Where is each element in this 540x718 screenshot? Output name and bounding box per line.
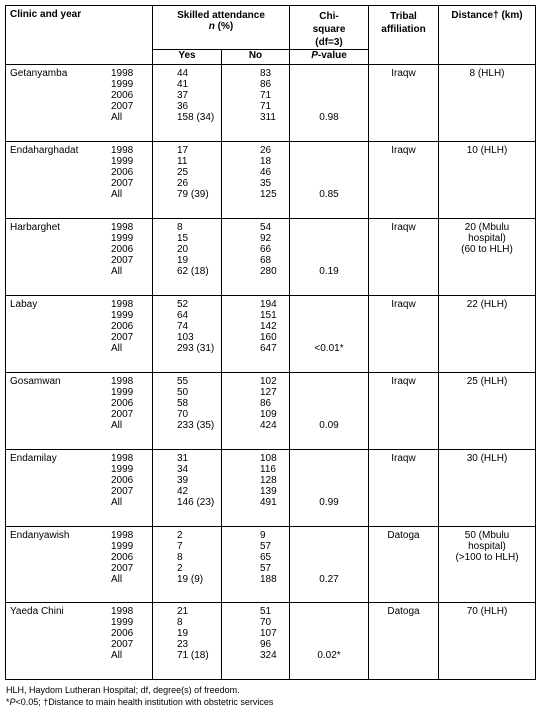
yes-value: 55 <box>177 376 189 387</box>
clinic-name: Endanyawish <box>10 530 70 541</box>
distance-line: 22 (HLH) <box>466 299 508 310</box>
year-label: 2006 <box>111 167 134 178</box>
tribal-affiliation: Iraqw <box>391 376 416 387</box>
header-distance: Distance† (km) <box>439 6 536 65</box>
year-label: All <box>111 343 123 354</box>
no-value: 280 <box>260 266 277 277</box>
year-label: 1998 <box>111 530 134 541</box>
year-label: 2006 <box>111 475 134 486</box>
distance-cell <box>439 450 536 527</box>
yes-value: 50 <box>177 387 189 398</box>
no-value: 125 <box>260 189 277 200</box>
table-row <box>6 527 536 603</box>
yes-cell <box>153 65 222 142</box>
year-label: 2007 <box>111 563 134 574</box>
clinic-cell <box>6 219 153 296</box>
tribal-cell <box>369 527 439 603</box>
year-label: 2007 <box>111 409 134 420</box>
year-label: 1999 <box>111 79 134 90</box>
tribal-affiliation: Iraqw <box>391 453 416 464</box>
yes-cell <box>153 296 222 373</box>
year-label: All <box>111 266 123 277</box>
year-list <box>111 606 133 661</box>
no-value: 57 <box>260 563 272 574</box>
distance-line: 20 (Mbulu <box>464 222 510 233</box>
distance-line: 70 (HLH) <box>466 606 508 617</box>
clinic-cell <box>6 603 153 680</box>
year-label: 1998 <box>111 299 134 310</box>
year-label: 1998 <box>111 376 134 387</box>
year-label: All <box>111 574 123 585</box>
no-cell <box>222 373 290 450</box>
p-value: 0.02* <box>317 650 341 661</box>
yes-cell <box>153 527 222 603</box>
yes-value: 44 <box>177 68 189 79</box>
yes-value: 62 (18) <box>177 266 209 277</box>
clinic-name: Gosamwan <box>10 376 61 387</box>
yes-value: 37 <box>177 90 189 101</box>
year-label: 1999 <box>111 464 134 475</box>
p-value: 0.98 <box>319 112 339 123</box>
year-list <box>111 376 133 431</box>
yes-value: 103 <box>177 332 194 343</box>
yes-value: 8 <box>177 222 183 233</box>
yes-value: 19 <box>177 255 189 266</box>
yes-cell <box>153 373 222 450</box>
no-value: 491 <box>260 497 277 508</box>
no-value: 116 <box>260 464 276 475</box>
year-list <box>111 530 133 585</box>
clinic-name: Labay <box>10 299 38 310</box>
no-value: 128 <box>260 475 277 486</box>
yes-value: 293 (31) <box>177 343 215 354</box>
year-label: 1999 <box>111 387 134 398</box>
no-cell <box>222 142 290 219</box>
footnote-abbreviations: HLH, Haydom Lutheran Hospital; df, degree(s) of freedom. <box>6 685 240 695</box>
tribal-cell <box>369 142 439 219</box>
year-label: 2007 <box>111 639 134 650</box>
distance-line: 50 (Mbulu <box>464 530 510 541</box>
yes-cell <box>153 219 222 296</box>
clinic-cell <box>6 142 153 219</box>
no-cell <box>222 296 290 373</box>
no-value: 18 <box>260 156 272 167</box>
clinic-cell <box>6 373 153 450</box>
yes-value: 19 <box>177 628 189 639</box>
no-value: 92 <box>260 233 272 244</box>
header-p-value: P-value <box>290 50 369 65</box>
year-label: 1998 <box>111 453 134 464</box>
year-label: 2006 <box>111 628 134 639</box>
year-label: 1998 <box>111 68 134 79</box>
year-label: All <box>111 650 123 661</box>
p-value-cell <box>290 373 369 450</box>
distance-line: (60 to HLH) <box>461 244 513 255</box>
year-label: 2007 <box>111 332 134 343</box>
yes-value: 19 (9) <box>177 574 204 585</box>
clinic-name: Endamilay <box>10 453 57 464</box>
tribal-affiliation: Iraqw <box>391 68 416 79</box>
year-list <box>111 68 133 123</box>
distance-line: 10 (HLH) <box>466 145 508 156</box>
no-value: 142 <box>260 321 277 332</box>
table-row <box>6 65 536 142</box>
year-label: All <box>111 112 123 123</box>
year-label: 1999 <box>111 541 134 552</box>
yes-value: 39 <box>177 475 189 486</box>
clinic-name: Harbarghet <box>10 222 61 233</box>
p-value: 0.27 <box>319 574 339 585</box>
year-label: All <box>111 420 123 431</box>
clinic-name: Getanyamba <box>10 68 68 79</box>
yes-value: 7 <box>177 541 183 552</box>
no-value: 194 <box>260 299 277 310</box>
header-skilled-attendance: Skilled attendance n (%) <box>153 6 290 50</box>
yes-value: 34 <box>177 464 189 475</box>
year-list <box>111 222 133 277</box>
no-value: 65 <box>260 552 272 563</box>
clinic-cell <box>6 296 153 373</box>
p-value: 0.09 <box>319 420 339 431</box>
no-value: 51 <box>260 606 272 617</box>
no-cell <box>222 450 290 527</box>
yes-value: 2 <box>177 563 183 574</box>
no-value: 46 <box>260 167 272 178</box>
table-row <box>6 296 536 373</box>
yes-value: 8 <box>177 552 183 563</box>
no-value: 324 <box>260 650 277 661</box>
year-label: 1999 <box>111 156 134 167</box>
year-label: 1999 <box>111 310 134 321</box>
no-value: 109 <box>260 409 277 420</box>
no-value: 9 <box>260 530 266 541</box>
year-label: 1998 <box>111 145 134 156</box>
tribal-cell <box>369 373 439 450</box>
distance-line: 30 (HLH) <box>466 453 508 464</box>
header-chi-square: Chi- square (df=3) <box>290 6 369 50</box>
clinic-name: Yaeda Chini <box>10 606 64 617</box>
year-label: 2007 <box>111 255 134 266</box>
year-label: 2006 <box>111 398 134 409</box>
clinic-cell <box>6 65 153 142</box>
distance-line: 8 (HLH) <box>469 68 505 79</box>
yes-value: 71 (18) <box>177 650 209 661</box>
no-value: 57 <box>260 541 272 552</box>
no-value: 54 <box>260 222 272 233</box>
tribal-affiliation: Iraqw <box>391 299 416 310</box>
year-label: 1998 <box>111 222 134 233</box>
table-row <box>6 450 536 527</box>
no-value: 151 <box>260 310 277 321</box>
clinic-cell <box>6 450 153 527</box>
p-value-cell <box>290 296 369 373</box>
yes-value: 15 <box>177 233 189 244</box>
no-value: 83 <box>260 68 272 79</box>
header-tribal-affiliation: Tribal affiliation <box>369 6 439 65</box>
no-value: 102 <box>260 376 277 387</box>
no-value: 68 <box>260 255 272 266</box>
tribal-cell <box>369 603 439 680</box>
distance-cell <box>439 219 536 296</box>
no-cell <box>222 65 290 142</box>
yes-value: 11 <box>177 156 188 167</box>
year-list <box>111 299 133 354</box>
table-row <box>6 373 536 450</box>
header-no: No <box>222 50 290 65</box>
year-label: All <box>111 497 123 508</box>
no-value: 107 <box>260 628 277 639</box>
no-cell <box>222 527 290 603</box>
yes-value: 158 (34) <box>177 112 215 123</box>
data-table <box>5 5 536 680</box>
no-value: 127 <box>260 387 277 398</box>
year-label: 1998 <box>111 606 134 617</box>
no-value: 311 <box>260 112 276 123</box>
distance-line: hospital) <box>468 233 506 244</box>
tribal-affiliation: Datoga <box>387 530 420 541</box>
year-label: 2007 <box>111 486 134 497</box>
no-value: 96 <box>260 639 272 650</box>
clinic-name: Endaharghadat <box>10 145 79 156</box>
table-row <box>6 142 536 219</box>
yes-value: 25 <box>177 167 189 178</box>
table-row <box>6 219 536 296</box>
year-label: 2007 <box>111 178 134 189</box>
yes-cell <box>153 142 222 219</box>
yes-cell <box>153 450 222 527</box>
yes-value: 41 <box>177 79 189 90</box>
no-value: 86 <box>260 79 272 90</box>
yes-value: 42 <box>177 486 189 497</box>
p-value-cell <box>290 603 369 680</box>
header-yes: Yes <box>153 50 222 65</box>
no-value: 71 <box>260 101 272 112</box>
header-clinic-year: Clinic and year <box>6 6 153 65</box>
p-value: 0.99 <box>319 497 339 508</box>
no-cell <box>222 603 290 680</box>
yes-value: 21 <box>177 606 189 617</box>
yes-value: 17 <box>177 145 189 156</box>
clinic-cell <box>6 527 153 603</box>
yes-value: 36 <box>177 101 189 112</box>
year-label: 2006 <box>111 244 134 255</box>
table-row <box>6 603 536 680</box>
year-label: 2006 <box>111 552 134 563</box>
p-value: 0.85 <box>319 189 339 200</box>
p-value-cell <box>290 219 369 296</box>
distance-cell <box>439 373 536 450</box>
footnotes <box>5 684 535 708</box>
yes-value: 233 (35) <box>177 420 215 431</box>
distance-line: (>100 to HLH) <box>455 552 519 563</box>
yes-value: 79 (39) <box>177 189 209 200</box>
year-label: 1999 <box>111 233 134 244</box>
no-value: 71 <box>260 90 272 101</box>
year-list <box>111 145 133 200</box>
no-value: 26 <box>260 145 272 156</box>
distance-cell <box>439 527 536 603</box>
p-value: 0.19 <box>319 266 339 277</box>
yes-value: 20 <box>177 244 189 255</box>
no-value: 35 <box>260 178 272 189</box>
table-body <box>6 65 536 680</box>
tribal-affiliation: Iraqw <box>391 145 416 156</box>
yes-value: 2 <box>177 530 183 541</box>
p-value: <0.01* <box>314 343 344 354</box>
yes-value: 74 <box>177 321 189 332</box>
year-label: 2007 <box>111 101 134 112</box>
yes-cell <box>153 603 222 680</box>
no-value: 424 <box>260 420 277 431</box>
yes-value: 52 <box>177 299 189 310</box>
yes-value: 146 (23) <box>177 497 215 508</box>
no-value: 66 <box>260 244 272 255</box>
p-value-cell <box>290 65 369 142</box>
yes-value: 31 <box>177 453 189 464</box>
year-label: 2006 <box>111 90 134 101</box>
no-value: 86 <box>260 398 272 409</box>
year-label: 2006 <box>111 321 134 332</box>
distance-cell <box>439 296 536 373</box>
distance-cell <box>439 603 536 680</box>
no-value: 70 <box>260 617 272 628</box>
tribal-cell <box>369 450 439 527</box>
year-label: 1999 <box>111 617 134 628</box>
yes-value: 26 <box>177 178 189 189</box>
tribal-affiliation: Iraqw <box>391 222 416 233</box>
distance-cell <box>439 142 536 219</box>
no-value: 647 <box>260 343 277 354</box>
distance-cell <box>439 65 536 142</box>
no-value: 188 <box>260 574 277 585</box>
distance-line: 25 (HLH) <box>466 376 508 387</box>
yes-value: 58 <box>177 398 189 409</box>
tribal-cell <box>369 65 439 142</box>
yes-value: 64 <box>177 310 189 321</box>
yes-value: 70 <box>177 409 189 420</box>
yes-value: 8 <box>177 617 183 628</box>
table-container <box>5 5 535 708</box>
footnote-significance: *P<0.05; †Distance to main health institution with obstetric services <box>6 697 274 707</box>
p-value-cell <box>290 450 369 527</box>
p-value-cell <box>290 527 369 603</box>
tribal-cell <box>369 219 439 296</box>
yes-value: 23 <box>177 639 189 650</box>
no-value: 160 <box>260 332 277 343</box>
no-value: 108 <box>260 453 277 464</box>
tribal-affiliation: Datoga <box>387 606 420 617</box>
year-list <box>111 453 133 508</box>
distance-line: hospital) <box>468 541 506 552</box>
tribal-cell <box>369 296 439 373</box>
no-cell <box>222 219 290 296</box>
year-label: All <box>111 189 123 200</box>
no-value: 139 <box>260 486 277 497</box>
p-value-cell <box>290 142 369 219</box>
